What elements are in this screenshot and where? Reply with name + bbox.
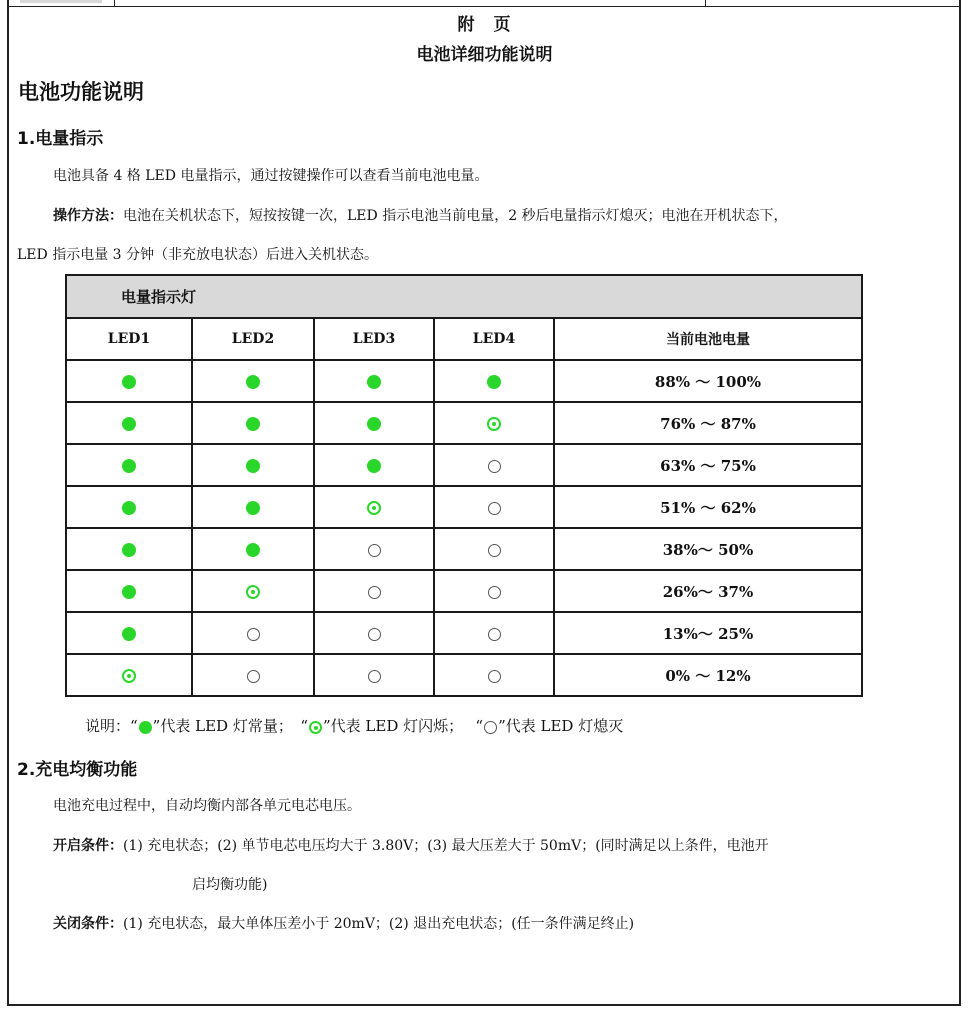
led-off-icon	[368, 670, 381, 683]
battery-level-cell: 13%～ 25%	[554, 612, 862, 654]
close-label: 关闭条件：	[53, 916, 123, 932]
led-on-icon	[122, 627, 136, 641]
led-cell	[314, 402, 434, 444]
paragraph-open-cont: 启均衡功能)	[192, 877, 268, 893]
led-cell	[192, 444, 314, 486]
led-cell	[66, 486, 192, 528]
led-cell	[192, 402, 314, 444]
led-cell	[192, 486, 314, 528]
open-text: (1) 充电状态；(2) 单节电芯电压均大于 3.80V；(3) 最大压差大于 50mV；(同时满足以上条件，电池开	[123, 838, 769, 854]
led-off-icon	[484, 721, 497, 734]
paragraph-balance-intro: 电池充电过程中，自动均衡内部各单元电芯电压。	[53, 798, 361, 814]
header-led3: LED3	[314, 318, 434, 360]
led-off-icon	[488, 502, 501, 515]
method-text: 电池在关机状态下，短按按键一次，LED 指示电池当前电量，2 秒后电量指示灯熄灭；电池在开机状态下，	[123, 208, 788, 224]
table-row	[66, 570, 862, 612]
table-header-row	[66, 318, 862, 360]
led-on-icon	[122, 585, 136, 599]
led-off-icon	[488, 460, 501, 473]
legend-note	[85, 715, 623, 736]
led-off-icon	[488, 586, 501, 599]
battery-level-cell: 38%～ 50%	[554, 528, 862, 570]
table-row	[66, 528, 862, 570]
led-cell	[434, 444, 554, 486]
led-blink-icon	[122, 669, 136, 683]
led-on-icon	[246, 417, 260, 431]
paragraph-open-conditions	[53, 835, 769, 855]
led-cell	[434, 360, 554, 402]
led-on-icon	[246, 459, 260, 473]
table-row	[66, 402, 862, 444]
legend-on-text: ”代表 LED 灯常量； “	[152, 717, 308, 735]
table-caption: 电量指示灯	[66, 275, 862, 318]
led-blink-icon	[487, 417, 501, 431]
led-blink-icon	[309, 721, 322, 734]
led-cell	[192, 570, 314, 612]
led-cell	[314, 570, 434, 612]
led-cell	[66, 570, 192, 612]
led-off-icon	[368, 628, 381, 641]
led-on-icon	[122, 501, 136, 515]
header-led4: LED4	[434, 318, 554, 360]
led-cell	[314, 654, 434, 696]
led-cell	[314, 612, 434, 654]
battery-level-cell: 51% ～ 62%	[554, 486, 862, 528]
led-on-icon	[122, 543, 136, 557]
led-indicator-table	[65, 274, 863, 697]
header-level: 当前电池电量	[554, 318, 862, 360]
open-label: 开启条件：	[53, 838, 123, 854]
battery-level-cell: 26%～ 37%	[554, 570, 862, 612]
paragraph-method-cont: LED 指示电量 3 分钟（非充放电状态）后进入关机状态。	[17, 247, 378, 263]
header-led2: LED2	[192, 318, 314, 360]
led-off-icon	[247, 670, 260, 683]
table-row	[66, 612, 862, 654]
led-on-icon	[246, 501, 260, 515]
led-on-icon	[139, 721, 152, 734]
led-cell	[66, 360, 192, 402]
legend-blink-text: ”代表 LED 灯闪烁； “	[322, 717, 484, 735]
led-cell	[66, 528, 192, 570]
legend-off-text: ”代表 LED 灯熄灭	[498, 717, 624, 735]
led-on-icon	[246, 543, 260, 557]
close-text: (1) 充电状态，最大单体压差小于 20mV；(2) 退出充电状态；(任一条件满足终止)	[123, 916, 635, 932]
led-on-icon	[246, 375, 260, 389]
heading-power-indicator: 1.电量指示	[17, 129, 104, 149]
led-off-icon	[488, 628, 501, 641]
led-cell	[66, 444, 192, 486]
battery-level-cell: 88% ～ 100%	[554, 360, 862, 402]
led-off-icon	[488, 544, 501, 557]
led-cell	[434, 486, 554, 528]
table-row	[66, 654, 862, 696]
section-title: 电池功能说明	[18, 80, 144, 104]
led-cell	[434, 654, 554, 696]
led-cell	[434, 402, 554, 444]
led-on-icon	[367, 459, 381, 473]
led-blink-icon	[246, 585, 260, 599]
led-cell	[192, 654, 314, 696]
led-cell	[66, 402, 192, 444]
table-row	[66, 486, 862, 528]
header-rule	[7, 6, 961, 7]
table-row	[66, 444, 862, 486]
led-on-icon	[122, 417, 136, 431]
led-on-icon	[367, 417, 381, 431]
led-cell	[434, 570, 554, 612]
appendix-title: 附 页	[457, 15, 512, 35]
legend-prefix: 说明：“	[85, 717, 138, 735]
led-cell	[192, 360, 314, 402]
led-on-icon	[122, 459, 136, 473]
led-cell	[192, 528, 314, 570]
led-on-icon	[367, 375, 381, 389]
paragraph-intro: 电池具备 4 格 LED 电量指示，通过按键操作可以查看当前电池电量。	[53, 168, 489, 184]
led-cell	[314, 444, 434, 486]
led-off-icon	[368, 544, 381, 557]
led-cell	[66, 654, 192, 696]
led-blink-icon	[367, 501, 381, 515]
page-subtitle: 电池详细功能说明	[416, 45, 553, 65]
method-label: 操作方法：	[53, 208, 123, 224]
battery-level-cell: 76% ～ 87%	[554, 402, 862, 444]
led-cell	[434, 612, 554, 654]
battery-level-cell: 0% ～ 12%	[554, 654, 862, 696]
led-on-icon	[122, 375, 136, 389]
led-cell	[192, 612, 314, 654]
led-cell	[314, 528, 434, 570]
paragraph-close-conditions	[53, 913, 634, 933]
heading-charge-balance: 2.充电均衡功能	[17, 760, 138, 780]
table-row	[66, 360, 862, 402]
led-cell	[314, 360, 434, 402]
led-off-icon	[488, 670, 501, 683]
led-off-icon	[368, 586, 381, 599]
header-led1: LED1	[66, 318, 192, 360]
led-off-icon	[247, 628, 260, 641]
led-on-icon	[487, 375, 501, 389]
paragraph-method	[53, 205, 788, 225]
led-cell	[314, 486, 434, 528]
battery-level-cell: 63% ～ 75%	[554, 444, 862, 486]
led-cell	[434, 528, 554, 570]
header-cell-shade	[20, 0, 102, 3]
led-cell	[66, 612, 192, 654]
